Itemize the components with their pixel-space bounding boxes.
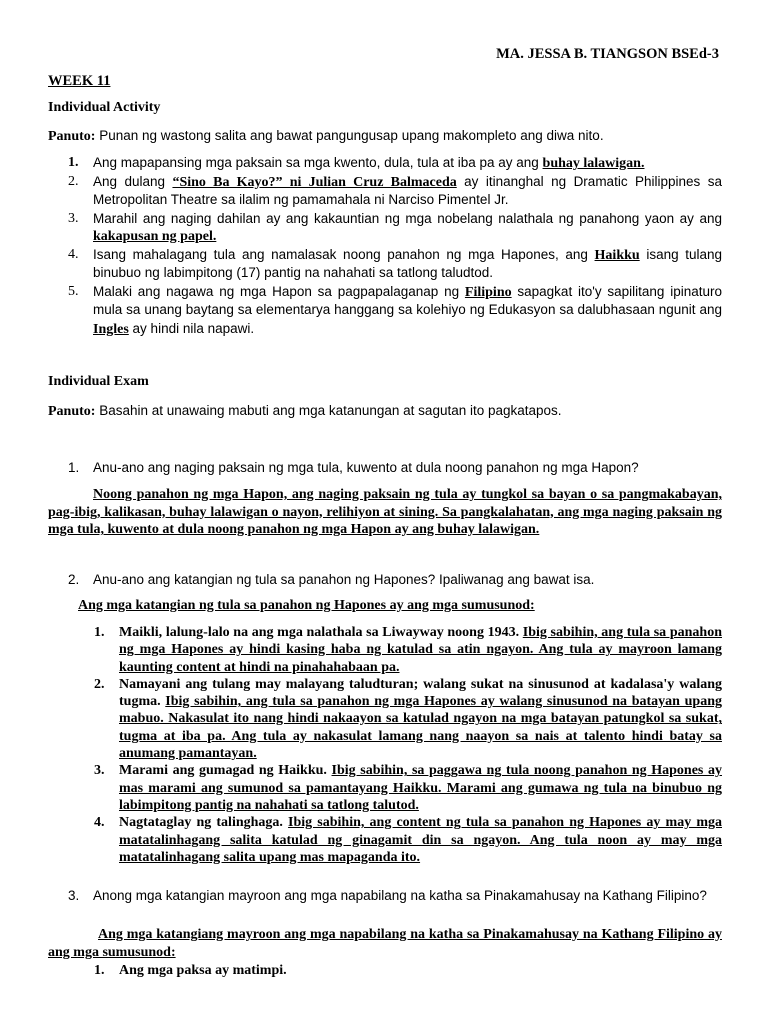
item-number: 1. — [68, 155, 79, 170]
item-number: 2. — [68, 173, 79, 189]
list-item — [68, 173, 722, 210]
item-text: ay hindi nila napawi. — [128, 320, 255, 336]
question-text: Anu-ano ang katangian ng tula sa panahon ng Hapones? Ipaliwanag ang bawat isa. — [93, 572, 595, 587]
panuto-text: Punan ng wastong salita ang bawat pangungusap upang makompleto ang diwa nito. — [95, 128, 604, 143]
list-item — [94, 676, 722, 762]
author-name: MA. JESSA B. TIANGSON BSEd-3 — [496, 46, 719, 62]
list-item — [68, 210, 722, 246]
item-text: Ang dulang — [93, 173, 173, 189]
answer-3-intro: Ang mga katangiang mayroon ang mga napabilang na katha sa Pinakamahusay na Kathang Filipino ay ang mga sumusunod: — [48, 927, 722, 960]
item-text: ay itinanghal ng Dramatic Philippines sa Metropolitan Theatre sa ilalim ng pamamahala ni Narciso Pimentel Jr. — [93, 173, 722, 207]
question-text: Anong mga katangian mayroon ang mga napabilang na katha sa Pinakamahusay na Kathang Filipino? — [93, 888, 707, 903]
list-item — [94, 814, 722, 866]
item-answer: buhay lalawigan. — [542, 156, 645, 171]
item-number: 4. — [94, 815, 105, 831]
item-text: sapagkat ito'y sapilitang ipinaturo mula sa unang baytang sa elementarya hanggang sa kolehiyo ng Edukasyon sa dalubhasaan ngunit ang — [93, 283, 722, 317]
panuto-text: Basahin at unawaing mabuti ang mga katanungan at sagutan ito pagkatapos. — [95, 403, 562, 418]
item-text: Nagtataglay ng talinghaga. — [119, 815, 289, 831]
panuto-label: Panuto: — [48, 404, 96, 419]
item-text: Isang mahalagang tula ang namalasak noong panahon ng mga Hapones, ang — [93, 246, 595, 262]
week-heading: WEEK 11 — [48, 73, 111, 89]
question-1 — [68, 459, 722, 477]
item-text: Maikli, lalung-lalo na ang mga nalathala sa Liwayway noong 1943. — [119, 625, 523, 640]
item-number: 4. — [68, 246, 79, 262]
question-number: 3. — [68, 888, 80, 903]
list-item — [68, 246, 723, 283]
item-answer: Filipino — [464, 284, 512, 300]
item-answer: kakapusan ng papel. — [93, 229, 217, 244]
item-text: Marahil ang naging dahilan ay ang kakauntian ng mga nobelang nalathala ng panahong yaon ay ang — [93, 210, 722, 226]
list-item — [68, 154, 722, 173]
answer-3-list — [94, 962, 722, 980]
question-number: 2. — [68, 572, 80, 587]
list-item — [68, 283, 722, 339]
item-number: 2. — [94, 676, 105, 692]
answer-2-list — [94, 624, 722, 866]
item-number: 3. — [94, 763, 105, 779]
item-number: 1. — [94, 625, 105, 640]
item-explanation: Ibig sabihin, ang tula sa panahon ng mga Hapones ay walang sinusunod na batayan upang mabuo. Nakasulat ito nang hindi nakaayon sa katulad ngayon na mga batayan patungkol sa sukat, tugma at iba pa. Ang tula ay nakasulat lamang nang naayon sa nais at talento hindi batay sa anumang pamantayan. — [119, 694, 722, 762]
answer-2-intro: Ang mga katangian ng tula sa panahon ng Hapones ay ang mga sumusunod: — [78, 598, 535, 613]
item-number: 3. — [68, 210, 79, 226]
list-item — [94, 762, 722, 814]
item-explanation: Ibig sabihin, ang tula sa panahon ng mga Hapones ay hindi kasing haba ng katulad sa atin ngayon. Ang tula ay mayroon lamang kaunting content at hindi na pinahahabaan pa. — [119, 625, 722, 675]
answer-1: Noong panahon ng mga Hapon, ang naging paksain ng tula ay tungkol sa bayan o sa pangmakabayan, pag-ibig, kalikasan, buhay lalawigan o nayon, relihiyon at sining. Sa pangkalahatan, ang mga naging paksain ng mga tula, kuwento at dula noong panahon ng mga Hapon ay ang buhay lalawigan. — [48, 487, 722, 537]
item-text: Ang mga paksa ay matimpi. — [119, 963, 287, 978]
exam-title: Individual Exam — [48, 374, 149, 389]
item-text: Namayani ang tulang may malayang taludturan; walang sukat na sinusunod at kadalasa'y walang tugma. — [119, 676, 722, 710]
item-text: Marami ang gumagad ng Haikku. — [119, 763, 332, 779]
item-explanation: Ibig sabihin, ang content ng tula sa panahon ng Hapones ay may mga matatalinhagang salita katulad ng ginagamit din sa ngayon. Ang tula noon ay may mga matatalinhagang salita upang mas mapaganda ito. — [119, 815, 722, 865]
question-3 — [68, 887, 722, 905]
list-item — [94, 962, 722, 980]
activity-title: Individual Activity — [48, 100, 161, 115]
item-text: isang tulang binubuo ng labimpitong (17) pantig na nahahati sa tatlong taludtod. — [93, 246, 723, 280]
list-item — [94, 624, 722, 676]
item-answer: Ingles — [93, 321, 129, 337]
item-number: 1. — [94, 963, 105, 978]
item-answer: “Sino Ba Kayo?” ni Julian Cruz Balmaceda — [172, 174, 457, 190]
activity-list — [68, 154, 723, 338]
panuto-label: Panuto: — [48, 129, 96, 144]
exam-instructions — [48, 403, 724, 420]
item-number: 5. — [68, 283, 79, 299]
activity-instructions — [48, 128, 724, 145]
question-text: Anu-ano ang naging paksain ng mga tula, kuwento at dula noong panahon ng mga Hapon? — [93, 460, 639, 475]
item-text: Malaki ang nagawa ng mga Hapon sa pagpapalaganap ng — [93, 283, 465, 299]
item-text: Ang mapapansing mga paksain sa mga kwento, dula, tula at iba pa ay ang — [93, 155, 543, 170]
question-number: 1. — [68, 460, 80, 475]
item-answer: Haikku — [594, 247, 640, 263]
question-2 — [68, 571, 722, 589]
item-explanation: Ibig sabihin, sa paggawa ng tula noong panahon ng Hapones ay mas marami ang sumunod sa pamantayang Haikku. Marami ang gumawa ng tula na binubuo ng labimpitong pantig na nahahati sa tatlong talutod. — [119, 763, 722, 813]
